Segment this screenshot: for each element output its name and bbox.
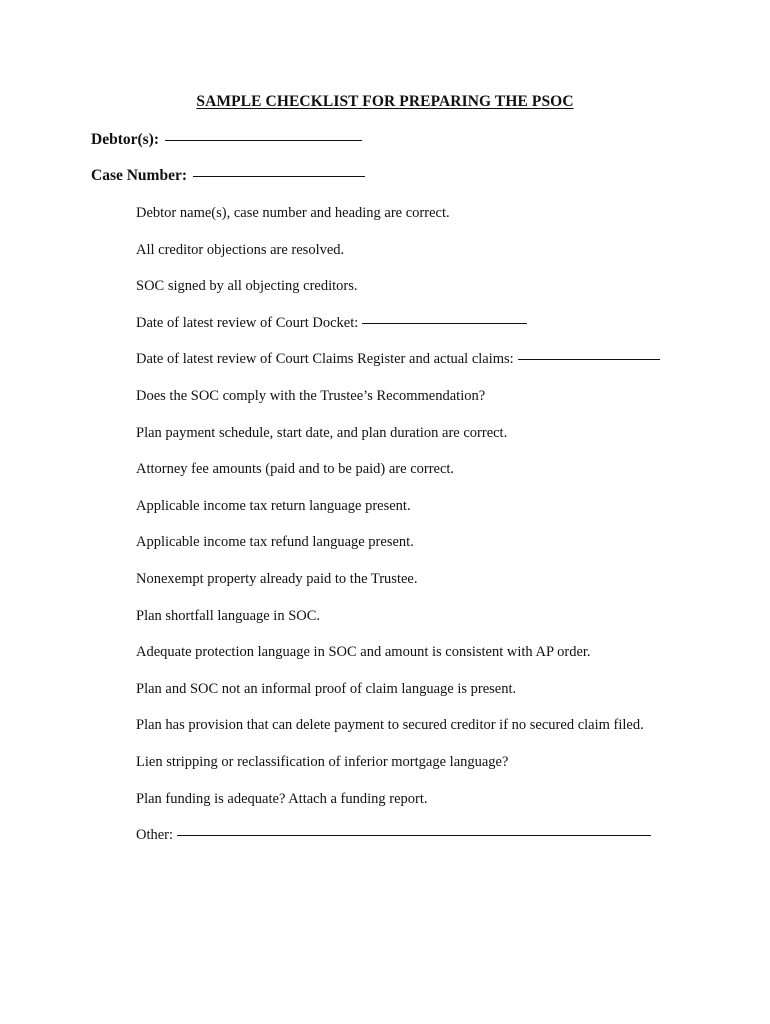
- debtor-label: Debtor(s):: [91, 131, 160, 148]
- document-title-text: SAMPLE CHECKLIST FOR PREPARING THE PSOC: [196, 93, 574, 110]
- checklist-item-text: Plan shortfall language in SOC.: [136, 607, 321, 624]
- checklist-item-text: Plan has provision that can delete payment to secured creditor if no secured claim filed.: [136, 717, 644, 734]
- checklist-item-text: Does the SOC comply with the Trustee’s Recommendation?: [136, 387, 486, 404]
- checklist-item: [136, 680, 746, 717]
- checklist-item-text: Applicable income tax refund language present.: [136, 534, 414, 551]
- checklist-item-text: Date of latest review of Court Docket:: [136, 314, 359, 331]
- checklist-item: [136, 607, 746, 644]
- checklist: [136, 204, 746, 863]
- checklist-item: [136, 570, 746, 607]
- checklist-item: [136, 241, 746, 278]
- checklist-item-text: Attorney fee amounts (paid and to be paid) are correct.: [136, 461, 455, 478]
- checklist-item: [136, 497, 746, 534]
- checklist-item-text: Plan and SOC not an informal proof of claim language is present.: [136, 680, 517, 697]
- checklist-item: [136, 643, 746, 680]
- checklist-item: [136, 790, 746, 827]
- checklist-item: [136, 460, 746, 497]
- checklist-item: [136, 424, 746, 461]
- checklist-item-text: Plan payment schedule, start date, and plan duration are correct.: [136, 424, 508, 441]
- case-number-field: [91, 167, 365, 185]
- checklist-item: [136, 533, 746, 570]
- checklist-item-text: SOC signed by all objecting creditors.: [136, 278, 358, 295]
- checklist-item-text: Lien stripping or reclassification of inferior mortgage language?: [136, 753, 509, 770]
- checklist-item: [136, 716, 746, 753]
- court-docket-date-blank[interactable]: [362, 323, 527, 324]
- claims-register-date-blank[interactable]: [518, 359, 660, 360]
- checklist-item: [136, 204, 746, 241]
- document-title: [0, 93, 770, 111]
- checklist-item-text: Adequate protection language in SOC and amount is consistent with AP order.: [136, 644, 591, 661]
- checklist-item-text: Plan funding is adequate? Attach a funding report.: [136, 790, 428, 807]
- checklist-item: [136, 277, 746, 314]
- checklist-item: [136, 387, 746, 424]
- debtor-blank[interactable]: [165, 140, 362, 141]
- checklist-item: [136, 314, 746, 351]
- checklist-item: [136, 753, 746, 790]
- checklist-item: [136, 350, 746, 387]
- debtor-field: [91, 131, 362, 149]
- checklist-item: [136, 826, 746, 863]
- other-blank[interactable]: [177, 835, 651, 836]
- checklist-item-text: Other:: [136, 827, 174, 844]
- checklist-item-text: Debtor name(s), case number and heading are correct.: [136, 205, 450, 221]
- case-number-blank[interactable]: [193, 176, 365, 177]
- case-number-label: Case Number:: [91, 167, 187, 184]
- checklist-item-text: All creditor objections are resolved.: [136, 241, 345, 258]
- checklist-item-text: Nonexempt property already paid to the Trustee.: [136, 570, 418, 587]
- checklist-item-text: Date of latest review of Court Claims Register and actual claims:: [136, 351, 514, 368]
- checklist-item-text: Applicable income tax return language present.: [136, 497, 411, 514]
